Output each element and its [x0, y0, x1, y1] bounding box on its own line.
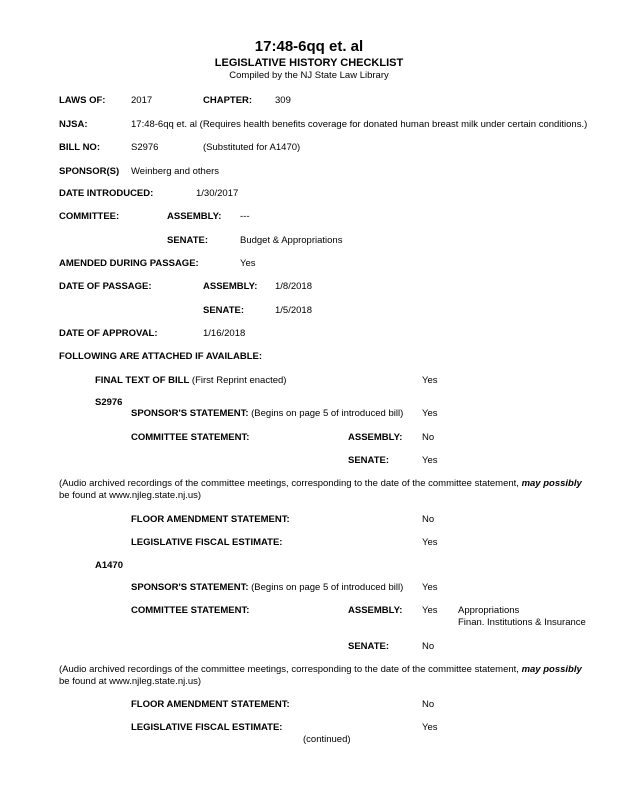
a1470-sponsor-note: (Begins on page 5 of introduced bill) [248, 582, 404, 593]
laws-of-label: LAWS OF: [59, 95, 106, 106]
s2976-floor-label: FLOOR AMENDMENT STATEMENT: [131, 514, 290, 525]
a1470-sponsor-value: Yes [422, 582, 438, 593]
chapter-label: CHAPTER: [203, 95, 253, 106]
a1470-sponsor-row [131, 582, 403, 594]
final-text-note: (First Reprint enacted) [189, 375, 287, 386]
attached-heading: FOLLOWING ARE ATTACHED IF AVAILABLE: [59, 351, 262, 362]
s2976-assembly-label: ASSEMBLY: [348, 432, 403, 443]
s2976-senate-label: SENATE: [348, 455, 389, 466]
sponsors-label: SPONSOR(S) [59, 166, 120, 177]
audio-note-2-line-2: be found at www.njleg.state.nj.us) [59, 676, 202, 687]
continued-note: (continued) [303, 734, 351, 745]
chapter-value: 309 [275, 95, 291, 106]
passage-label: DATE OF PASSAGE: [59, 281, 152, 292]
bill-no-value: S2976 [131, 142, 159, 153]
a1470-sponsor-label: SPONSOR'S STATEMENT: [131, 582, 249, 593]
a1470-floor-label: FLOOR AMENDMENT STATEMENT: [131, 699, 290, 710]
s2976-floor-value: No [422, 514, 435, 525]
a1470-senate-label: SENATE: [348, 641, 389, 652]
page-subtitle: LEGISLATIVE HISTORY CHECKLIST [214, 57, 404, 69]
committee-label: COMMITTEE: [59, 211, 120, 222]
compiled-by: Compiled by the NJ State Law Library [229, 70, 389, 81]
a1470-assembly-label: ASSEMBLY: [348, 605, 403, 616]
passage-senate-label: SENATE: [203, 305, 244, 316]
final-text-label: FINAL TEXT OF BILL [95, 375, 190, 386]
s2976-bill-heading: S2976 [95, 397, 123, 408]
committee-senate-value: Budget & Appropriations [240, 235, 343, 246]
a1470-bill-heading: A1470 [95, 560, 123, 571]
a1470-assembly-committee-1: Appropriations [458, 605, 520, 616]
approval-label: DATE OF APPROVAL: [59, 328, 158, 339]
s2976-fiscal-value: Yes [422, 537, 438, 548]
committee-assembly-label: ASSEMBLY: [167, 211, 222, 222]
audio-note-1-line-2: be found at www.njleg.state.nj.us) [59, 490, 202, 501]
a1470-assembly-committee-2: Finan. Institutions & Insurance [458, 617, 586, 628]
a1470-assembly-value: Yes [422, 605, 438, 616]
date-introduced-value: 1/30/2017 [196, 188, 239, 199]
audio-note-2-line-1 [59, 664, 582, 676]
final-text-value: Yes [422, 375, 438, 386]
final-text-row [95, 375, 286, 387]
amended-label: AMENDED DURING PASSAGE: [59, 258, 199, 269]
committee-assembly-value: --- [240, 211, 250, 222]
a1470-committee-label: COMMITTEE STATEMENT: [131, 605, 250, 616]
s2976-committee-label: COMMITTEE STATEMENT: [131, 432, 250, 443]
s2976-fiscal-label: LEGISLATIVE FISCAL ESTIMATE: [131, 537, 283, 548]
laws-of-value: 2017 [131, 95, 153, 106]
audio-note-2-text: (Audio archived recordings of the committee meetings, corresponding to the date of the committee statement, [59, 664, 522, 675]
s2976-sponsor-label: SPONSOR'S STATEMENT: [131, 408, 249, 419]
njsa-label: NJSA: [59, 119, 88, 130]
passage-assembly-label: ASSEMBLY: [203, 281, 258, 292]
a1470-fiscal-label: LEGISLATIVE FISCAL ESTIMATE: [131, 722, 283, 733]
a1470-senate-value: No [422, 641, 435, 652]
s2976-sponsor-note: (Begins on page 5 of introduced bill) [248, 408, 404, 419]
date-introduced-label: DATE INTRODUCED: [59, 188, 154, 199]
approval-value: 1/16/2018 [203, 328, 246, 339]
a1470-floor-value: No [422, 699, 435, 710]
s2976-assembly-value: No [422, 432, 435, 443]
audio-note-1-emphasis: may possibly [521, 478, 582, 489]
audio-note-1-text: (Audio archived recordings of the committee meetings, corresponding to the date of the committee statement, [59, 478, 522, 489]
s2976-senate-value: Yes [422, 455, 438, 466]
committee-senate-label: SENATE: [167, 235, 208, 246]
s2976-sponsor-row [131, 408, 403, 420]
passage-assembly-value: 1/8/2018 [275, 281, 312, 292]
njsa-value: 17:48-6qq et. al (Requires health benefits coverage for donated human breast milk under certain conditions.) [131, 119, 588, 130]
amended-value: Yes [240, 258, 256, 269]
bill-no-label: BILL NO: [59, 142, 100, 153]
audio-note-1-line-1 [59, 478, 582, 490]
audio-note-2-emphasis: may possibly [521, 664, 582, 675]
bill-substituted-note: (Substituted for A1470) [203, 142, 301, 153]
page-title: 17:48-6qq et. al [254, 38, 364, 55]
sponsors-value: Weinberg and others [131, 166, 220, 177]
a1470-fiscal-value: Yes [422, 722, 438, 733]
passage-senate-value: 1/5/2018 [275, 305, 312, 316]
s2976-sponsor-value: Yes [422, 408, 438, 419]
